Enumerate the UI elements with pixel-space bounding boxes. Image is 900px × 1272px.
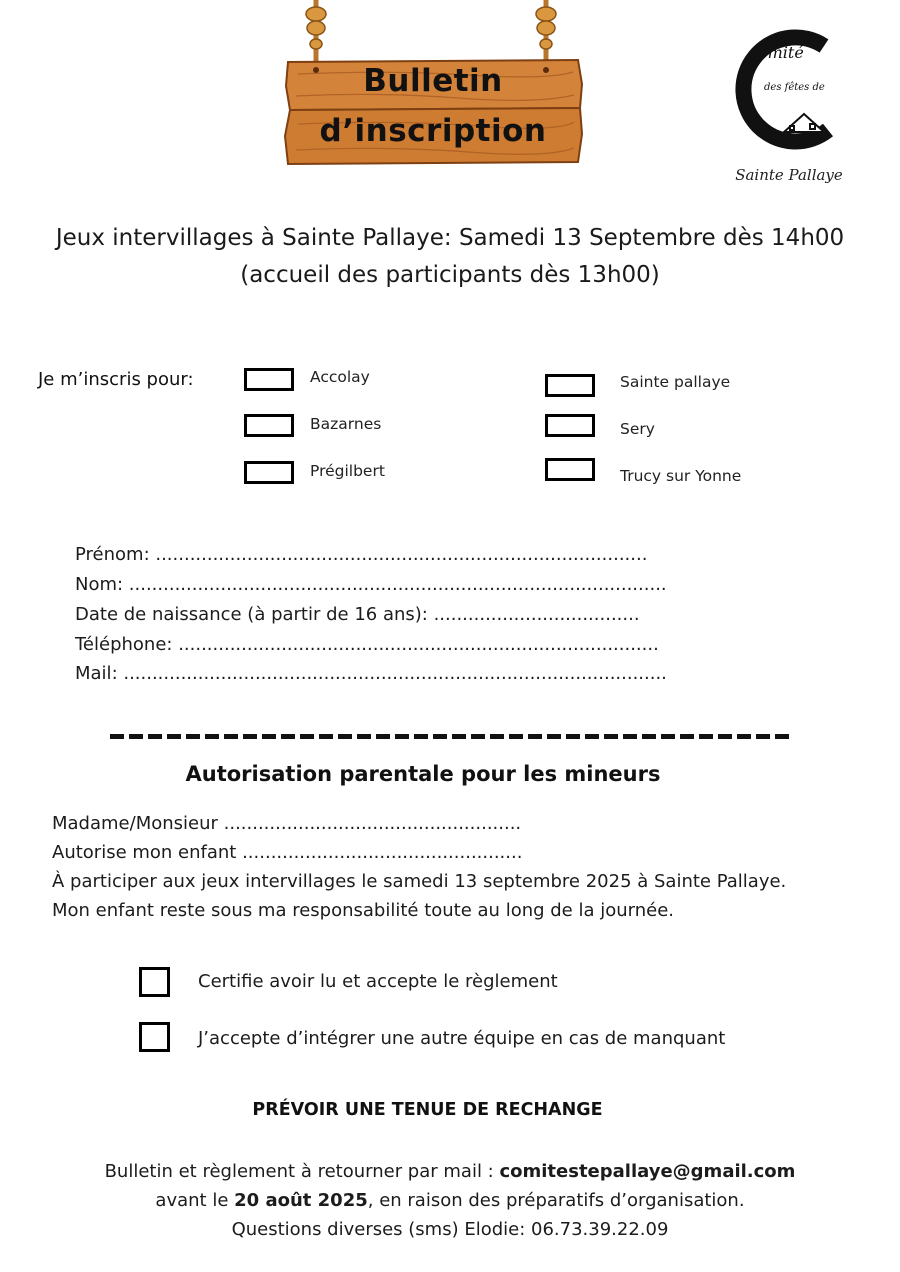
village-label-trucy-sur-yonne: Trucy sur Yonne — [620, 467, 742, 485]
parental-line-parent[interactable]: Madame/Monsieur .................................................... — [52, 813, 522, 834]
event-heading-line-1: Jeux intervillages à Sainte Pallaye: Samedi 13 Septembre dès 14h00 — [55, 225, 845, 251]
footer-deadline-suffix: , en raison des préparatifs d’organisation. — [367, 1190, 745, 1211]
field-nom[interactable]: Nom: .............................................................................................. — [75, 574, 667, 595]
comite-logo — [724, 28, 854, 183]
checkbox-rules-accepted[interactable] — [139, 967, 170, 997]
footer-line-1 — [0, 1161, 900, 1182]
logo-top-text: omité — [758, 43, 804, 62]
sign-title-line-2: d’inscription — [319, 113, 547, 149]
parental-line-responsibility: Mon enfant reste sous ma responsabilité toute au long de la journée. — [52, 900, 675, 921]
parental-title: Autorisation parentale pour les mineurs — [185, 762, 661, 786]
checkbox-sainte-pallaye[interactable] — [545, 374, 595, 397]
field-mail[interactable]: Mail: ............................................................................................... — [75, 663, 667, 684]
footer-deadline-date: 20 août 2025 — [234, 1190, 368, 1211]
label-join-other-team: J’accepte d’intégrer une autre équipe en cas de manquant — [198, 1028, 726, 1049]
contact-email[interactable]: comitestepallaye@gmail.com — [499, 1161, 796, 1182]
logo-sub-text: des fêtes de — [764, 82, 825, 93]
field-telephone[interactable]: Téléphone: .................................................................................... — [75, 634, 659, 655]
checkbox-pregilbert[interactable] — [244, 461, 294, 484]
field-prenom[interactable]: Prénom: ...................................................................................... — [75, 544, 648, 565]
logo-bottom-text: Sainte Pallaye — [735, 166, 843, 184]
village-label-pregilbert: Prégilbert — [310, 462, 385, 480]
checkbox-bazarnes[interactable] — [244, 414, 294, 437]
title-sign — [268, 0, 598, 180]
label-rules-accepted: Certifie avoir lu et accepte le règlement — [198, 971, 558, 992]
footer-deadline-prefix: avant le — [155, 1190, 235, 1211]
dashed-separator — [110, 734, 790, 739]
checkbox-join-other-team[interactable] — [139, 1022, 170, 1052]
checkbox-sery[interactable] — [545, 414, 595, 437]
village-label-sery: Sery — [620, 420, 655, 438]
change-clothes-reminder: PRÉVOIR UNE TENUE DE RECHANGE — [252, 1100, 603, 1120]
event-heading-line-2: (accueil des participants dès 13h00) — [240, 262, 660, 288]
checkbox-trucy-sur-yonne[interactable] — [545, 458, 595, 481]
sign-title-line-1: Bulletin — [363, 63, 503, 99]
registration-label: Je m’inscris pour: — [38, 369, 194, 390]
comite-logo-icon — [724, 28, 854, 168]
footer-contact-phone: Questions diverses (sms) Elodie: 06.73.39.22.09 — [231, 1219, 669, 1240]
field-date-naissance[interactable]: Date de naissance (à partir de 16 ans): .................................... — [75, 604, 640, 625]
checkbox-accolay[interactable] — [244, 368, 294, 391]
parental-line-participation: À participer aux jeux intervillages le samedi 13 septembre 2025 à Sainte Pallaye. — [52, 871, 787, 892]
village-label-accolay: Accolay — [310, 368, 370, 386]
village-label-sainte-pallaye: Sainte pallaye — [620, 373, 731, 391]
footer-return-text: Bulletin et règlement à retourner par mail : — [104, 1161, 500, 1182]
village-label-bazarnes: Bazarnes — [310, 415, 382, 433]
footer-line-2 — [0, 1190, 900, 1211]
parental-line-child[interactable]: Autorise mon enfant ................................................. — [52, 842, 523, 863]
